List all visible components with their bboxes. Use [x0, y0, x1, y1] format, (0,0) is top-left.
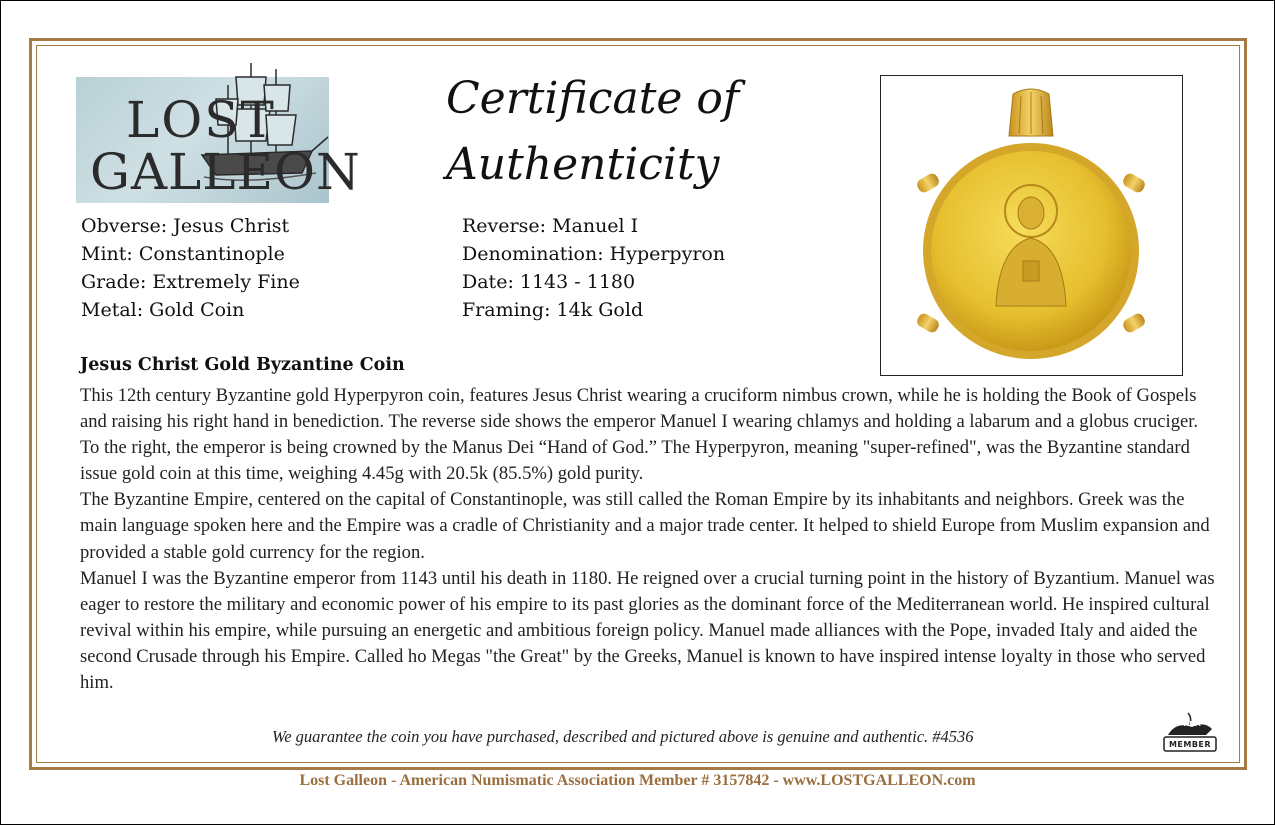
logo-text-galleon: GALLEON	[90, 143, 361, 201]
ana-member-badge	[1156, 707, 1222, 757]
title-line-1: Certificate of	[446, 73, 740, 124]
coin-pendant-image	[880, 75, 1183, 376]
footer-membership: Lost Galleon - American Numismatic Association Member # 3157842 - www.LOSTGALLEON.com	[299, 772, 976, 789]
ana-member-text: MEMBER	[1168, 740, 1212, 749]
description-body	[80, 383, 1215, 696]
attr-framing: Framing: 14k Gold	[462, 299, 644, 321]
ana-abbr: ANA	[1184, 720, 1201, 728]
gold-coin-pendant-icon	[881, 76, 1181, 374]
title-line-2: Authenticity	[446, 139, 720, 190]
attr-denomination: Denomination: Hyperpyron	[462, 243, 726, 265]
certificate-title	[446, 66, 776, 198]
attr-obverse: Obverse: Jesus Christ	[81, 215, 290, 237]
description-paragraph: The Byzantine Empire, centered on the capital of Constantinople, was still called the Roman Empire by its inhabitants and neighbors. Greek was the main language spoken here and the Empire was a cradle of Christianity and a major trade center. It helped to shield Europe from Muslim expansion and provided a stable gold currency for the region.	[80, 489, 1210, 563]
attr-metal: Metal: Gold Coin	[81, 299, 245, 321]
attr-reverse: Reverse: Manuel I	[462, 215, 639, 237]
attr-date: Date: 1143 - 1180	[462, 271, 636, 293]
description-paragraph: Manuel I was the Byzantine emperor from 1143 until his death in 1180. He reigned over a crucial turning point in the history of Byzantium. Manuel was eager to restore the military and economic power of his empire to its past glories as the dominant force of the Mediterranean world. He inspired cultural revival within his empire, while pursuing an energetic and ambitious foreign policy. Manuel made alliances with the Pope, invaded Italy and aided the second Crusade through his Empire. Called ho Megas "the Great" by the Greeks, Manuel is known to have inspired intense loyalty in those who served him.	[80, 567, 1215, 694]
attr-grade: Grade: Extremely Fine	[81, 271, 300, 293]
attributes-right	[462, 212, 725, 324]
guarantee-statement: We guarantee the coin you have purchased, described and pictured above is genuine and authentic. #4536	[272, 727, 974, 746]
description-heading: Jesus Christ Gold Byzantine Coin	[80, 355, 405, 375]
description-paragraph: This 12th century Byzantine gold Hyperpyron coin, features Jesus Christ wearing a cruciform nimbus crown, while he is holding the Book of Gospels and raising his right hand in benediction. The reverse side shows the emperor Manuel I wearing chlamys and holding a labarum and a globus cruciger. To the right, the emperor is being crowned by the Manus Dei “Hand of God.” The Hyperpyron, meaning "super-refined", was the Byzantine standard issue gold coin at this time, weighing 4.45g with 20.5k (85.5%) gold purity.	[80, 385, 1199, 485]
attr-mint: Mint: Constantinople	[81, 243, 285, 265]
logo-text-lost: LOST	[126, 91, 276, 149]
lost-galleon-logo	[76, 77, 361, 203]
lamp-icon	[1156, 707, 1222, 757]
attributes-left	[81, 212, 300, 324]
